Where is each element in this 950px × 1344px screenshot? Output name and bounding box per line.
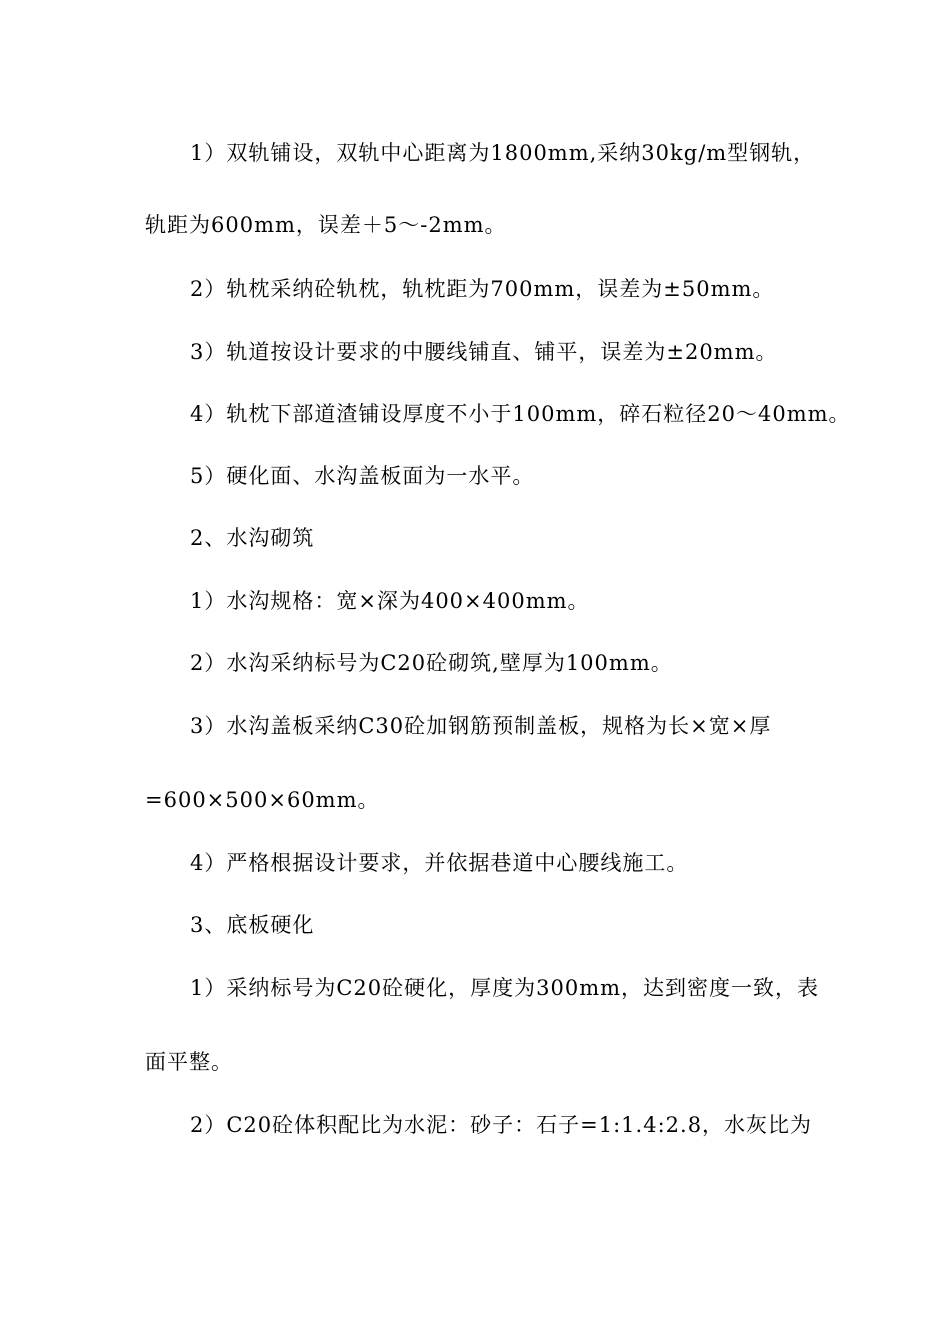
paragraph-line: 4）严格根据设计要求，并依据巷道中心腰线施工。	[190, 851, 689, 875]
paragraph-line: 1）双轨铺设，双轨中心距离为1800mm,采纳30kg/m型钢轨，	[190, 141, 816, 165]
paragraph-line: 3）轨道按设计要求的中腰线铺直、铺平，误差为±20mm。	[190, 340, 778, 364]
paragraph-line: 1）采纳标号为C20砼硬化，厚度为300mm，达到密度一致，表	[190, 976, 820, 1000]
paragraph-line: =600×500×60mm。	[145, 788, 380, 812]
paragraph-line: 2）C20砼体积配比为水泥：砂子：石子=1:1.4:2.8，水灰比为	[190, 1113, 813, 1137]
paragraph-line: 轨距为600mm，误差＋5～-2mm。	[145, 213, 507, 237]
paragraph-line: 3）水沟盖板采纳C30砼加钢筋预制盖板，规格为长×宽×厚	[190, 714, 772, 738]
paragraph-line: 5）硬化面、水沟盖板面为一水平。	[190, 464, 535, 488]
section-heading: 2、水沟砌筑	[190, 526, 315, 550]
paragraph-line: 1）水沟规格：宽×深为400×400mm。	[190, 589, 590, 613]
section-heading: 3、底板硬化	[190, 913, 315, 937]
paragraph-line: 2）轨枕采纳砼轨枕，轨枕距为700mm，误差为±50mm。	[190, 277, 775, 301]
paragraph-line: 面平整。	[145, 1050, 233, 1074]
paragraph-line: 2）水沟采纳标号为C20砼砌筑,壁厚为100mm。	[190, 651, 673, 675]
paragraph-line: 4）轨枕下部道渣铺设厚度不小于100mm，碎石粒径20～40mm。	[190, 402, 851, 426]
